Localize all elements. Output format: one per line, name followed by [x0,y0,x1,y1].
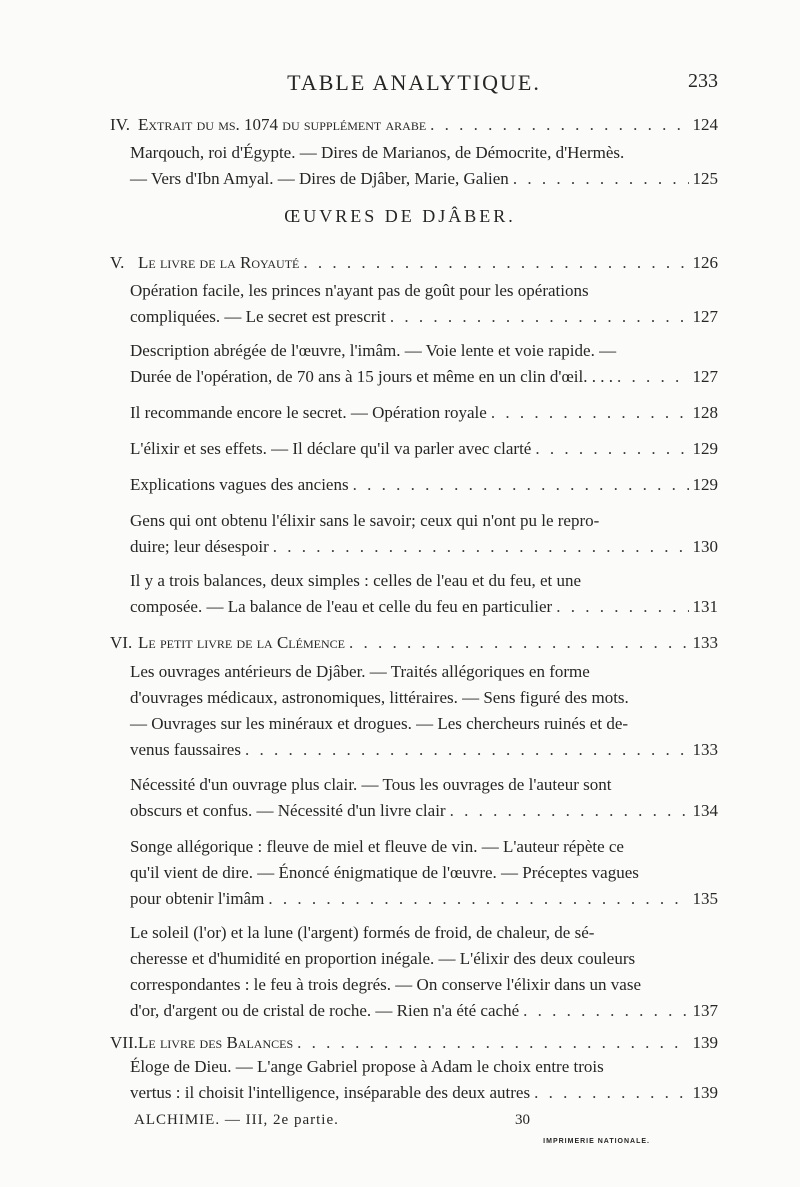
summary-item: Les ouvrages antérieurs de Djâber. — Traités allégoriques en forme d'ouvrages médicaux, astronomiques, littéraires. — Sens figuré des mots. — Ouvrages sur les minéraux et drogues. — Les chercheurs ruinés et de- venus faussaires . . . 133 [130,659,718,763]
summary-item: Gens qui ont obtenu l'élixir sans le savoir; ceux qui n'ont pu le repro- duire; leur désespoir . . . 130 [130,508,718,560]
summary-item: Le soleil (l'or) et la lune (l'argent) formés de froid, de chaleur, de sé- cheresse et d'humidité en proportion inégale. — L'élixir des deux couleurs correspondantes : le feu à trois degrés. — On conserve l'élixir dans un vase d'or, d'argent ou de cristal de roche. — Rien n'a été caché . . . 137 [130,920,718,1024]
entry-v-heading: V. Le livre de la Royauté . . . 126 [110,250,718,276]
signature-mark: ALCHIMIE. — III, 2e partie. [134,1112,339,1128]
sheet-number: 30 [515,1112,530,1128]
summary-item: L'élixir et ses effets. — Il déclare qu'il va parler avec clarté . . . 129 [130,436,718,462]
entry-page: 124 [692,115,718,134]
page-header [110,70,718,100]
summary-item: Opération facile, les princes n'ayant pas de goût pour les opérations compliquées. — Le secret est prescrit . . . 127 [130,278,718,330]
roman-numeral: IV. [110,115,130,134]
summary-item: Explications vagues des anciens . . . 129 [130,472,718,498]
summary-item: Nécessité d'un ouvrage plus clair. — Tous les ouvrages de l'auteur sont obscurs et confus. — Nécessité d'un livre clair . . . 134 [130,772,718,824]
printer-imprint: IMPRIMERIE NATIONALE. [543,1138,650,1145]
summary-item: Il y a trois balances, deux simples : celles de l'eau et du feu, et une composée. — La balance de l'eau et celle du feu en particulier . . . 131 [130,568,718,620]
entry-vi-heading: VI. Le petit livre de la Clémence . . . 133 [110,630,718,656]
entry-iv-heading [110,112,718,138]
page-number: 233 [688,70,718,92]
running-title: TABLE ANALYTIQUE. [287,70,541,95]
summary-item: Songe allégorique : fleuve de miel et fleuve de vin. — L'auteur répète ce qu'il vient de dire. — Énoncé énigmatique de l'œuvre. — Préceptes vagues pour obtenir l'imâm . . . 135 [130,834,718,912]
entry-iv-summary: Marqouch, roi d'Égypte. — Dires de Marianos, de Démocrite, d'Hermès. — Vers d'Ibn Amyal. — Dires de Djâber, Marie, Galien . . . 125 [130,140,718,192]
entry-title: Extrait du ms. 1074 du supplément arabe [138,115,427,134]
summary-item: Description abrégée de l'œuvre, l'imâm. — Voie lente et voie rapide. — Durée de l'opération, de 70 ans à 15 jours et même en un clin d'œil. . . . . . . 127 [130,338,718,390]
summary-item: Éloge de Dieu. — L'ange Gabriel propose à Adam le choix entre trois vertus : il choisit l'intelligence, inséparable des deux autres . . . 139 [130,1054,718,1106]
section-title: ŒUVRES DE DJÂBER. [284,206,516,226]
entry-vii-heading: VII.Le livre des Balances . . . 139 [110,1030,718,1056]
summary-item: Il recommande encore le secret. — Opération royale . . . 128 [130,400,718,426]
